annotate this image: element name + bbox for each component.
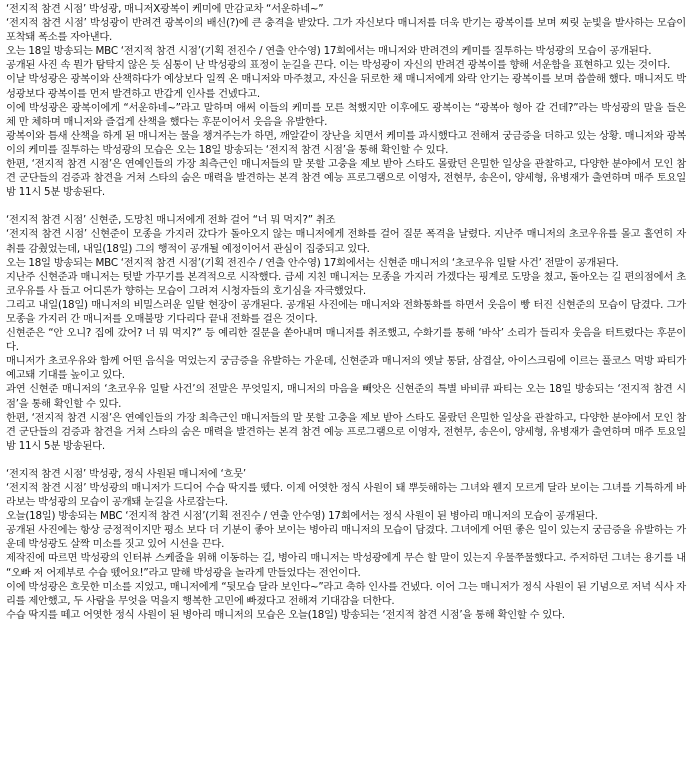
article-paragraph: 공개된 사진 속 뭔가 탐탁지 않은 듯 심통이 난 박성광의 표정이 눈길을 끈다. 이는 박성광이 자신의 반려견 광복이를 향해 서운함을 표현하고 있는 것이다. (6, 59, 671, 72)
article-section-1 (6, 2, 686, 199)
article-paragraph: 매니저가 초코우유와 함께 어떤 음식을 먹었는지 궁금증을 유발하는 가운데, 신현준과 매니저의 옛날 통닭, 삼겹살, 아이스크림에 이르는 풀코스 먹방 파티가 예고돼 기대를 높이고 있다. (6, 355, 686, 382)
article-paragraph: 지난주 신현준과 매니저는 텃밭 가꾸기를 본격적으로 시작했다. 급세 지친 매니저는 모종을 가지러 가겠다는 핑계로 도망을 쳤고, 돌아오는 길 편의점에서 초코우유를 사 들고 어디론가 향하는 모습이 그려져 시청자들의 호기심을 자극했었다. (6, 270, 686, 297)
article-paragraph: 한편, ‘전지적 참견 시점’은 연예인들의 가장 최측근인 매니저들의 말 못할 고충을 제보 받아 스타도 몰랐던 은밀한 일상을 관찰하고, 다양한 분야에서 모인 참견 군단들의 검증과 참견을 거쳐 스타의 숨은 매력을 발견하는 본격 참견 예능 프로그램으로 이영자, 전현무, 송은이, 양세형, 유병재가 출연하며 매주 토요일 밤 11시 5분 방송된다. (6, 411, 686, 452)
article-paragraph: 제작진에 따르면 박성광의 인터뷰 스케줄을 위해 이동하는 길, 병아리 매니저는 박성광에게 무슨 할 말이 있는지 우물쭈물했다고. 주저하던 그녀는 용기를 내 “오빠 저 어제부로 수습 뗐어요!”라고 말해 박성광을 놀라게 만들었다는 전언이다. (6, 552, 686, 579)
article-paragraph: 오늘(18일) 방송되는 MBC ‘전지적 참견 시점’(기획 전진수 / 연출 안수영) 17회에서는 정식 사원이 된 병아리 매니저의 모습이 공개된다. (6, 510, 598, 523)
article-paragraph: 이날 박성광은 광복이와 산책하다가 예상보다 일찍 온 매니저와 마주쳤고, 자신을 뒤로한 채 매니저에게 와락 안기는 광복이를 보며 씁쓸해 했다. 매니저도 박성광보다 광복이를 먼저 발견하고 반갑게 인사를 건넸다고. (6, 73, 686, 100)
article-paragraph: 이에 박성광은 흐뭇한 미소를 지었고, 매니저에게 “뒷모습 달라 보인다~”라고 축하 인사를 건넸다. 이어 그는 매니저가 정식 사원이 된 기념으로 저녁 식사 자리를 제안했고, 두 사람을 무엇을 먹을지 행복한 고민에 빠졌다고 전해져 기대감을 더한다. (6, 580, 686, 607)
article-paragraph: 수습 딱지를 떼고 어엿한 정식 사원이 된 병아리 매니저의 모습은 오늘(18일) 방송되는 ‘전지적 참견 시점’을 통해 확인할 수 있다. (6, 608, 565, 621)
article-paragraph: 이에 박성광은 광복이에게 “서운하네~”라고 말하며 애써 이들의 케미를 모른 척했지만 이후에도 광복이는 “광복아 형아 갈 건데?”라는 박성광의 말을 들은 체 만 체하며 매니저와 즐겁게 산책을 했다는 후문이어서 웃음을 유발한다. (6, 101, 686, 128)
article-headline: ‘전지적 참견 시점’ 신현준, 도망친 매니저에게 전화 걸어 “너 뭐 먹지?” 취조 (6, 214, 336, 227)
article-paragraph: 그리고 내일(18일) 매니저의 비밀스러운 일탈 현장이 공개된다. 공개된 사진에는 매니저와 전화통화를 하면서 웃음이 빵 터진 신현준의 모습이 담겼다. 그가 모종을 가지러 간 매니저를 오매불망 기다리다 끝내 전화를 걸은 것이다. (6, 298, 686, 325)
article-section-2 (6, 213, 686, 453)
article-paragraph: ‘전지적 참견 시점’ 신현준이 모종을 가지러 갔다가 돌아오지 않는 매니저에게 전화를 걸어 질문 폭격을 날렸다. 지난주 매니저의 초코우유를 몰고 홀연히 자취를 감췄었는데, 내일(18일) 그의 행적이 공개될 예정이어서 관심이 집중되고 있다. (6, 228, 686, 255)
article-paragraph: 광복이와 틈새 산책을 하게 된 매니저는 물을 챙겨주는가 하면, 깨알같이 장난을 치면서 케미를 과시했다고 전해져 궁금증을 더하고 있는 상황. 매니저와 광복이의 케미를 질투하는 박성광의 모습은 오는 18일 방송되는 ‘전지적 참견 시점’을 통해 확인할 수 있다. (6, 129, 686, 156)
article-paragraph: 공개된 사진에는 항상 긍정적이지만 평소 보다 더 기분이 좋아 보이는 병아리 매니저의 모습이 담겼다. 그녀에게 어떤 좋은 일이 있는지 궁금증을 유발하는 가운데 박성광도 살짝 미소를 짓고 있어 시선을 끈다. (6, 524, 686, 551)
article-paragraph: ‘전지적 참견 시점’ 박성광의 매니저가 드디어 수습 딱지를 뗐다. 이제 어엿한 정식 사원이 돼 뿌듯해하는 그녀와 웬지 모르게 달라 보이는 그녀를 기특하게 바라보는 박성광의 모습이 공개돼 눈길을 사로잡는다. (6, 482, 686, 509)
article-paragraph: 한편, ‘전지적 참견 시점’은 연예인들의 가장 최측근인 매니저들의 말 못할 고충을 제보 받아 스타도 몰랐던 은밀한 일상을 관찰하고, 다양한 분야에서 모인 참견 군단들의 검증과 참견을 거쳐 스타의 숨은 매력을 발견하는 본격 참견 예능 프로그램으로 이영자, 전현무, 송은이, 양세형, 유병재가 출연하며 매주 토요일 밤 11시 5분 방송된다. (6, 158, 686, 199)
article-paragraph: 오는 18일 방송되는 MBC ‘전지적 참견 시점’(기획 전진수 / 연출 안수영) 17회에서는 매니저와 반려견의 케미를 질투하는 박성광의 모습이 공개된다. (6, 45, 652, 58)
article-headline: ‘전지적 참견 시점’ 박성광, 정식 사원된 매니저에 ‘흐뭇’ (6, 467, 246, 480)
article-paragraph: 오는 18일 방송되는 MBC ‘전지적 참견 시점’(기획 전진수 / 연출 안수영) 17회에서는 신현준 매니저의 ‘초코우유 일탈 사건’ 전말이 공개된다. (6, 256, 619, 269)
article-paragraph: ‘전지적 참견 시점’ 박성광이 반려견 광복이의 배신(?)에 큰 충격을 받았다. 그가 자신보다 매니저를 더욱 반기는 광복이를 보며 찌릿 눈빛을 발사하는 모습이 포착돼 폭소를 자아낸다. (6, 17, 686, 44)
article-paragraph: 과연 신현준 매니저의 ‘초코우유 일탈 사건’의 전말은 무엇일지, 매니저의 마음을 빼앗은 신현준의 특별 바비큐 파티는 오는 18일 방송되는 ‘전지적 참견 시점’을 통해 확인할 수 있다. (6, 383, 686, 410)
article-headline: ‘전지적 참견 시점’ 박성광, 매니저X광복이 케미에 만감교차 “서운하네~” (6, 3, 324, 15)
article-paragraph: 신현준은 “안 오니? 집에 갔어? 너 뭐 먹지?” 등 예리한 질문을 쏟아내며 매니저를 취조했고, 수화기를 통해 ‘바삭’ 소리가 들리자 웃음을 터트렸다는 후문이다. (6, 327, 686, 354)
article-section-3 (6, 467, 686, 622)
